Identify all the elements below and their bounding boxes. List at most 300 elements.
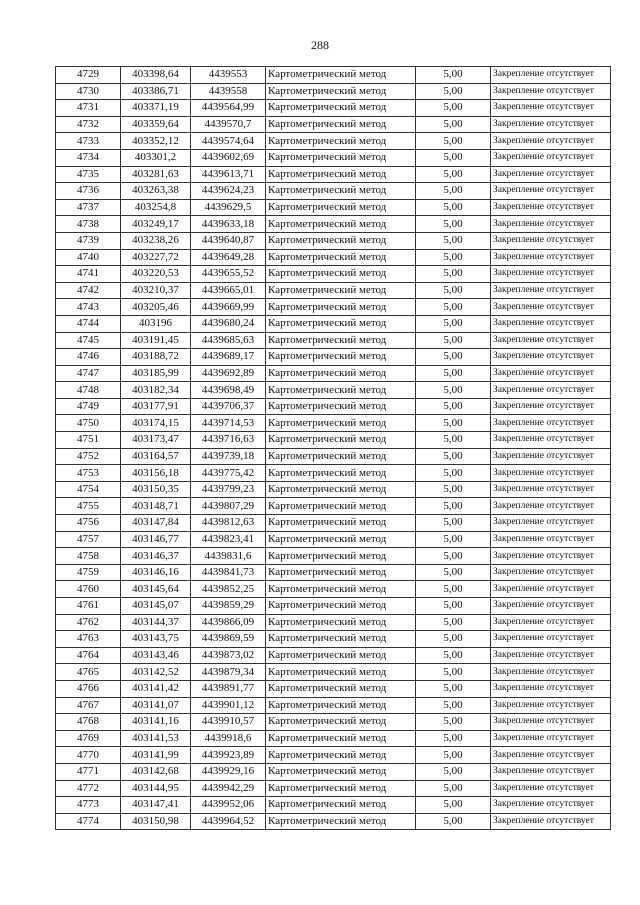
cell-point-number: 4765 [56,664,121,681]
table-row [56,133,611,150]
cell-coord-x: 403144,37 [121,614,191,631]
cell-coord-y: 4439689,17 [191,349,266,366]
cell-accuracy: 5,00 [416,67,491,84]
table-row [56,266,611,283]
cell-accuracy: 5,00 [416,647,491,664]
cell-coord-x: 403144,95 [121,780,191,797]
cell-coord-y: 4439649,28 [191,249,266,266]
cell-accuracy: 5,00 [416,481,491,498]
cell-coord-y: 4439866,09 [191,614,266,631]
cell-point-number: 4760 [56,581,121,598]
cell-coord-y: 4439901,12 [191,697,266,714]
cell-fixation: Закрепление отсутствует [491,365,611,382]
cell-point-number: 4743 [56,299,121,316]
cell-accuracy: 5,00 [416,100,491,117]
cell-method: Картометрический метод [266,548,416,565]
cell-point-number: 4772 [56,780,121,797]
cell-coord-x: 403205,46 [121,299,191,316]
cell-method: Картометрический метод [266,647,416,664]
cell-point-number: 4768 [56,714,121,731]
table-row [56,714,611,731]
cell-coord-x: 403164,57 [121,448,191,465]
cell-point-number: 4759 [56,564,121,581]
cell-fixation: Закрепление отсутствует [491,398,611,415]
cell-fixation: Закрепление отсутствует [491,680,611,697]
cell-coord-y: 4439841,73 [191,564,266,581]
cell-fixation: Закрепление отсутствует [491,100,611,117]
cell-coord-x: 403386,71 [121,83,191,100]
cell-point-number: 4746 [56,349,121,366]
cell-point-number: 4761 [56,598,121,615]
cell-accuracy: 5,00 [416,531,491,548]
cell-accuracy: 5,00 [416,747,491,764]
cell-fixation: Закрепление отсутствует [491,67,611,84]
cell-coord-x: 403220,53 [121,266,191,283]
cell-coord-y: 4439714,53 [191,415,266,432]
cell-accuracy: 5,00 [416,232,491,249]
cell-fixation: Закрепление отсутствует [491,465,611,482]
table-row [56,282,611,299]
cell-accuracy: 5,00 [416,365,491,382]
cell-coord-x: 403249,17 [121,216,191,233]
cell-coord-x: 403352,12 [121,133,191,150]
cell-coord-x: 403141,07 [121,697,191,714]
cell-coord-y: 4439923,89 [191,747,266,764]
table-row [56,332,611,349]
table-row [56,780,611,797]
cell-coord-y: 4439613,71 [191,166,266,183]
cell-coord-y: 4439799,23 [191,481,266,498]
cell-point-number: 4767 [56,697,121,714]
cell-fixation: Закрепление отсутствует [491,415,611,432]
table-row [56,415,611,432]
cell-coord-x: 403146,77 [121,531,191,548]
cell-coord-x: 403141,99 [121,747,191,764]
cell-method: Картометрический метод [266,813,416,830]
cell-fixation: Закрепление отсутствует [491,548,611,565]
table-row [56,216,611,233]
cell-coord-x: 403185,99 [121,365,191,382]
table-row [56,531,611,548]
cell-coord-x: 403142,52 [121,664,191,681]
cell-method: Картометрический метод [266,614,416,631]
table-row [56,232,611,249]
cell-point-number: 4749 [56,398,121,415]
cell-coord-x: 403398,64 [121,67,191,84]
cell-coord-y: 4439891,77 [191,680,266,697]
table-row [56,465,611,482]
table-row [56,382,611,399]
table-body [56,67,611,830]
cell-point-number: 4757 [56,531,121,548]
cell-accuracy: 5,00 [416,763,491,780]
cell-method: Картометрический метод [266,531,416,548]
cell-point-number: 4747 [56,365,121,382]
table-row [56,100,611,117]
cell-coord-y: 4439553 [191,67,266,84]
cell-coord-x: 403173,47 [121,432,191,449]
cell-coord-x: 403196 [121,315,191,332]
cell-method: Картометрический метод [266,216,416,233]
cell-accuracy: 5,00 [416,183,491,200]
cell-coord-y: 4439698,49 [191,382,266,399]
cell-coord-y: 4439669,99 [191,299,266,316]
cell-coord-x: 403147,84 [121,515,191,532]
table-row [56,67,611,84]
cell-point-number: 4740 [56,249,121,266]
cell-accuracy: 5,00 [416,581,491,598]
table-row [56,349,611,366]
cell-point-number: 4730 [56,83,121,100]
cell-coord-x: 403281,63 [121,166,191,183]
cell-accuracy: 5,00 [416,332,491,349]
cell-accuracy: 5,00 [416,349,491,366]
cell-coord-y: 4439706,37 [191,398,266,415]
cell-fixation: Закрепление отсутствует [491,432,611,449]
cell-coord-x: 403145,07 [121,598,191,615]
cell-coord-y: 4439564,99 [191,100,266,117]
cell-coord-y: 4439859,29 [191,598,266,615]
cell-coord-y: 4439775,42 [191,465,266,482]
cell-method: Картометрический метод [266,680,416,697]
cell-accuracy: 5,00 [416,199,491,216]
cell-fixation: Закрепление отсутствует [491,813,611,830]
cell-point-number: 4751 [56,432,121,449]
cell-method: Картометрический метод [266,432,416,449]
cell-fixation: Закрепление отсутствует [491,349,611,366]
cell-coord-y: 4439570,7 [191,116,266,133]
cell-method: Картометрический метод [266,481,416,498]
table-row [56,398,611,415]
cell-coord-x: 403191,45 [121,332,191,349]
cell-point-number: 4756 [56,515,121,532]
cell-coord-x: 403174,15 [121,415,191,432]
table-row [56,647,611,664]
cell-point-number: 4750 [56,415,121,432]
table-row [56,299,611,316]
cell-method: Картометрический метод [266,100,416,117]
cell-coord-x: 403371,19 [121,100,191,117]
cell-accuracy: 5,00 [416,515,491,532]
cell-fixation: Закрепление отсутствует [491,564,611,581]
cell-fixation: Закрепление отсутствует [491,282,611,299]
cell-coord-y: 4439640,87 [191,232,266,249]
cell-point-number: 4729 [56,67,121,84]
cell-fixation: Закрепление отсутствует [491,598,611,615]
cell-method: Картометрический метод [266,199,416,216]
cell-point-number: 4752 [56,448,121,465]
cell-coord-x: 403148,71 [121,498,191,515]
cell-fixation: Закрепление отсутствует [491,714,611,731]
cell-method: Картометрический метод [266,598,416,615]
table-row [56,664,611,681]
cell-coord-x: 403227,72 [121,249,191,266]
cell-coord-x: 403145,64 [121,581,191,598]
cell-point-number: 4769 [56,730,121,747]
cell-coord-x: 403156,18 [121,465,191,482]
cell-accuracy: 5,00 [416,282,491,299]
cell-coord-y: 4439685,63 [191,332,266,349]
cell-fixation: Закрепление отсутствует [491,299,611,316]
cell-point-number: 4735 [56,166,121,183]
cell-fixation: Закрепление отсутствует [491,116,611,133]
cell-coord-x: 403182,34 [121,382,191,399]
cell-accuracy: 5,00 [416,432,491,449]
cell-method: Картометрический метод [266,116,416,133]
cell-fixation: Закрепление отсутствует [491,581,611,598]
cell-fixation: Закрепление отсутствует [491,249,611,266]
coordinates-table [55,66,611,830]
cell-accuracy: 5,00 [416,266,491,283]
cell-fixation: Закрепление отсутствует [491,481,611,498]
cell-coord-y: 4439807,29 [191,498,266,515]
cell-coord-x: 403147,41 [121,797,191,814]
table-row [56,598,611,615]
cell-coord-y: 4439716,63 [191,432,266,449]
cell-accuracy: 5,00 [416,382,491,399]
cell-method: Картометрический метод [266,498,416,515]
cell-point-number: 4738 [56,216,121,233]
cell-point-number: 4737 [56,199,121,216]
cell-coord-y: 4439852,25 [191,581,266,598]
cell-fixation: Закрепление отсутствует [491,232,611,249]
cell-fixation: Закрепление отсутствует [491,83,611,100]
table-row [56,797,611,814]
cell-coord-x: 403210,37 [121,282,191,299]
cell-fixation: Закрепление отсутствует [491,631,611,648]
table-row [56,614,611,631]
cell-accuracy: 5,00 [416,415,491,432]
cell-accuracy: 5,00 [416,498,491,515]
cell-fixation: Закрепление отсутствует [491,199,611,216]
cell-coord-y: 4439692,89 [191,365,266,382]
table-row [56,697,611,714]
cell-method: Картометрический метод [266,515,416,532]
table-row [56,183,611,200]
cell-accuracy: 5,00 [416,548,491,565]
cell-fixation: Закрепление отсутствует [491,531,611,548]
cell-coord-y: 4439952,06 [191,797,266,814]
cell-coord-y: 4439558 [191,83,266,100]
cell-method: Картометрический метод [266,315,416,332]
cell-method: Картометрический метод [266,282,416,299]
cell-coord-y: 4439942,29 [191,780,266,797]
cell-accuracy: 5,00 [416,249,491,266]
cell-method: Картометрический метод [266,67,416,84]
cell-method: Картометрический метод [266,465,416,482]
cell-method: Картометрический метод [266,149,416,166]
cell-point-number: 4766 [56,680,121,697]
table-row [56,149,611,166]
cell-method: Картометрический метод [266,249,416,266]
cell-fixation: Закрепление отсутствует [491,216,611,233]
cell-fixation: Закрепление отсутствует [491,697,611,714]
cell-method: Картометрический метод [266,714,416,731]
cell-accuracy: 5,00 [416,315,491,332]
cell-coord-y: 4439879,34 [191,664,266,681]
cell-coord-x: 403146,16 [121,564,191,581]
table-row [56,747,611,764]
cell-coord-y: 4439633,18 [191,216,266,233]
cell-accuracy: 5,00 [416,714,491,731]
cell-coord-y: 4439812,63 [191,515,266,532]
cell-accuracy: 5,00 [416,149,491,166]
cell-method: Картометрический метод [266,763,416,780]
cell-coord-x: 403141,53 [121,730,191,747]
table-row [56,548,611,565]
cell-accuracy: 5,00 [416,813,491,830]
cell-accuracy: 5,00 [416,697,491,714]
table-row [56,199,611,216]
cell-accuracy: 5,00 [416,631,491,648]
cell-point-number: 4762 [56,614,121,631]
cell-point-number: 4734 [56,149,121,166]
cell-fixation: Закрепление отсутствует [491,614,611,631]
cell-fixation: Закрепление отсутствует [491,315,611,332]
table-row [56,680,611,697]
cell-method: Картометрический метод [266,730,416,747]
cell-coord-y: 4439665,01 [191,282,266,299]
table-row [56,249,611,266]
cell-method: Картометрический метод [266,365,416,382]
cell-fixation: Закрепление отсутствует [491,763,611,780]
cell-accuracy: 5,00 [416,216,491,233]
cell-accuracy: 5,00 [416,116,491,133]
cell-coord-x: 403142,68 [121,763,191,780]
cell-fixation: Закрепление отсутствует [491,647,611,664]
cell-method: Картометрический метод [266,349,416,366]
cell-accuracy: 5,00 [416,614,491,631]
cell-point-number: 4739 [56,232,121,249]
table-row [56,448,611,465]
cell-method: Картометрический метод [266,747,416,764]
table-row [56,763,611,780]
cell-method: Картометрический метод [266,332,416,349]
cell-coord-y: 4439739,18 [191,448,266,465]
cell-method: Картометрический метод [266,664,416,681]
cell-coord-x: 403254,8 [121,199,191,216]
cell-coord-y: 4439629,5 [191,199,266,216]
table-row [56,83,611,100]
cell-point-number: 4748 [56,382,121,399]
table-row [56,515,611,532]
cell-method: Картометрический метод [266,133,416,150]
cell-accuracy: 5,00 [416,448,491,465]
cell-coord-y: 4439929,16 [191,763,266,780]
cell-coord-y: 4439964,52 [191,813,266,830]
table-row [56,481,611,498]
cell-coord-y: 4439680,24 [191,315,266,332]
cell-coord-y: 4439831,6 [191,548,266,565]
cell-fixation: Закрепление отсутствует [491,448,611,465]
cell-point-number: 4732 [56,116,121,133]
table-row [56,166,611,183]
cell-coord-y: 4439918,6 [191,730,266,747]
page-number: 288 [311,38,329,52]
cell-coord-y: 4439823,41 [191,531,266,548]
table-row [56,564,611,581]
cell-point-number: 4745 [56,332,121,349]
cell-fixation: Закрепление отсутствует [491,515,611,532]
cell-method: Картометрический метод [266,232,416,249]
cell-point-number: 4741 [56,266,121,283]
cell-coord-y: 4439602,69 [191,149,266,166]
cell-method: Картометрический метод [266,382,416,399]
cell-coord-x: 403263,38 [121,183,191,200]
cell-point-number: 4742 [56,282,121,299]
cell-accuracy: 5,00 [416,598,491,615]
cell-coord-x: 403177,91 [121,398,191,415]
table-row [56,315,611,332]
table-row [56,581,611,598]
cell-coord-x: 403238,26 [121,232,191,249]
cell-method: Картометрический метод [266,448,416,465]
cell-accuracy: 5,00 [416,133,491,150]
cell-coord-x: 403301,2 [121,149,191,166]
cell-method: Картометрический метод [266,83,416,100]
cell-point-number: 4758 [56,548,121,565]
cell-coord-x: 403143,75 [121,631,191,648]
cell-fixation: Закрепление отсутствует [491,133,611,150]
cell-accuracy: 5,00 [416,780,491,797]
cell-method: Картометрический метод [266,266,416,283]
cell-accuracy: 5,00 [416,166,491,183]
cell-fixation: Закрепление отсутствует [491,747,611,764]
cell-coord-y: 4439910,57 [191,714,266,731]
cell-coord-x: 403150,98 [121,813,191,830]
cell-method: Картометрический метод [266,398,416,415]
cell-coord-x: 403146,37 [121,548,191,565]
cell-coord-y: 4439574,64 [191,133,266,150]
cell-accuracy: 5,00 [416,797,491,814]
cell-method: Картометрический метод [266,697,416,714]
cell-fixation: Закрепление отсутствует [491,149,611,166]
cell-coord-x: 403141,16 [121,714,191,731]
cell-coord-y: 4439873,02 [191,647,266,664]
cell-point-number: 4736 [56,183,121,200]
cell-fixation: Закрепление отсутствует [491,382,611,399]
cell-coord-y: 4439624,23 [191,183,266,200]
table-row [56,730,611,747]
cell-point-number: 4771 [56,763,121,780]
cell-coord-x: 403188,72 [121,349,191,366]
cell-fixation: Закрепление отсутствует [491,780,611,797]
cell-coord-y: 4439869,59 [191,631,266,648]
cell-fixation: Закрепление отсутствует [491,797,611,814]
table-row [56,813,611,830]
cell-coord-x: 403143,46 [121,647,191,664]
table-row [56,631,611,648]
cell-fixation: Закрепление отсутствует [491,166,611,183]
cell-point-number: 4731 [56,100,121,117]
cell-accuracy: 5,00 [416,730,491,747]
cell-fixation: Закрепление отсутствует [491,664,611,681]
cell-point-number: 4774 [56,813,121,830]
cell-method: Картометрический метод [266,183,416,200]
table-row [56,116,611,133]
cell-method: Картометрический метод [266,299,416,316]
table-row [56,432,611,449]
cell-method: Картометрический метод [266,631,416,648]
cell-fixation: Закрепление отсутствует [491,332,611,349]
cell-accuracy: 5,00 [416,299,491,316]
cell-accuracy: 5,00 [416,564,491,581]
cell-method: Картометрический метод [266,581,416,598]
cell-point-number: 4773 [56,797,121,814]
cell-coord-x: 403141,42 [121,680,191,697]
cell-point-number: 4755 [56,498,121,515]
cell-method: Картометрический метод [266,564,416,581]
